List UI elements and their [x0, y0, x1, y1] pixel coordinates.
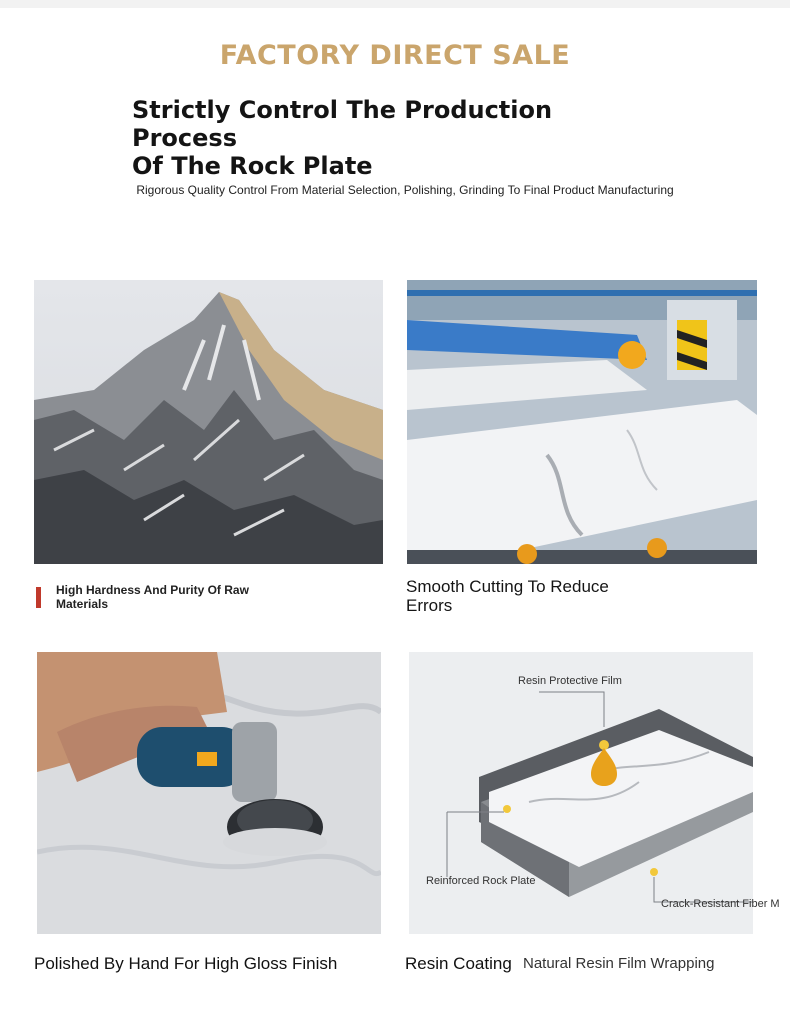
polishing-photo [37, 652, 381, 934]
page-subtitle: Rigorous Quality Control From Material Selection, Polishing, Grinding To Final Product Manufacturing [136, 183, 674, 197]
resin-layers-diagram [409, 652, 753, 934]
caption-accent-bar [36, 587, 41, 608]
label-resin-protective-film: Resin Protective Film [518, 675, 622, 687]
top-strip [0, 0, 790, 8]
label-reinforced-rock-plate: Reinforced Rock Plate [426, 875, 536, 887]
caption-raw-materials [56, 583, 256, 611]
mountain-photo [34, 280, 383, 564]
label-crack-resistant-fiber: Crack-Resistant Fiber M [661, 898, 780, 910]
caption-smooth-cutting [406, 577, 646, 615]
caption-raw-materials-line-2: Materials [56, 597, 109, 611]
caption-polished-by-hand: Polished By Hand For High Gloss Finish [34, 954, 338, 973]
factory-cutting-photo [407, 280, 757, 564]
section-kicker: FACTORY DIRECT SALE [219, 40, 571, 71]
page-title-line-1: Strictly Control The Production Process [132, 96, 553, 152]
caption-raw-materials-line-1: High Hardness And Purity Of Raw [56, 583, 249, 597]
caption-smooth-cutting-line-1: Smooth Cutting To Reduce [406, 577, 609, 596]
page-title [132, 96, 652, 180]
caption-smooth-cutting-line-2: Errors [406, 596, 453, 615]
page-title-line-2: Of The Rock Plate [132, 152, 373, 180]
caption-resin-coating: Resin Coating [405, 954, 512, 973]
caption-resin-film-wrapping: Natural Resin Film Wrapping [523, 955, 715, 972]
